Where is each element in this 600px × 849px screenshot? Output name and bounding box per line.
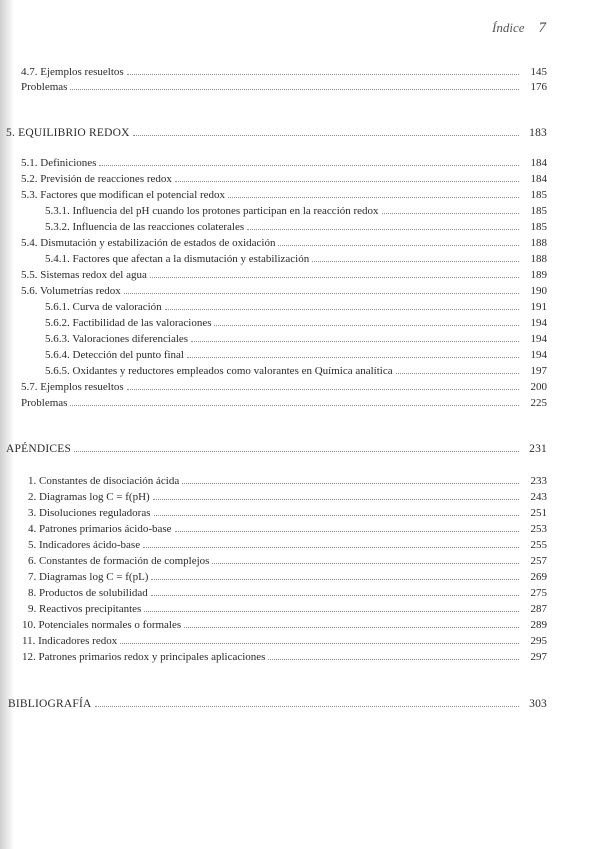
toc-entry[interactable]: Problemas 225 [21, 397, 547, 409]
toc-entry[interactable]: 10. Potenciales normales o formales 289 [22, 619, 547, 631]
dot-leader [74, 443, 519, 452]
page-header [492, 20, 546, 37]
dot-leader [70, 397, 519, 406]
toc-chapter[interactable]: APÉNDICES 231 [6, 443, 547, 455]
dot-leader [182, 475, 519, 484]
toc-entry[interactable]: 5.7. Ejemplos resueltos 200 [21, 381, 547, 393]
toc-entry[interactable]: 5.6.3. Valoraciones diferenciales 194 [45, 333, 547, 345]
dot-leader [127, 66, 519, 75]
toc-entry[interactable]: 5.3. Factores que modifican el potencial redox 185 [21, 189, 547, 201]
toc-entry[interactable]: 5.5. Sistemas redox del agua 189 [21, 269, 547, 281]
dot-leader [278, 237, 519, 246]
dot-leader [191, 333, 519, 342]
dot-leader [127, 381, 519, 390]
toc-entry[interactable]: 12. Patrones primarios redox y principales aplicaciones 297 [22, 651, 547, 663]
dot-leader [151, 571, 519, 580]
dot-leader [382, 205, 519, 214]
toc-entry[interactable]: 5.6.2. Factibilidad de las valoraciones 194 [45, 317, 547, 329]
dot-leader [154, 507, 520, 516]
toc-entry[interactable]: 5.6.1. Curva de valoración 191 [45, 301, 547, 313]
toc-entry[interactable]: 6. Constantes de formación de complejos 257 [28, 555, 547, 567]
dot-leader [247, 221, 519, 230]
toc-entry[interactable]: 5.4. Dismutación y estabilización de estados de oxidación 188 [21, 237, 547, 249]
dot-leader [151, 587, 519, 596]
dot-leader [228, 189, 519, 198]
toc-entry[interactable]: 4. Patrones primarios ácido-base 253 [28, 523, 547, 535]
dot-leader [175, 173, 519, 182]
toc-entry[interactable]: 5.4.1. Factores que afectan a la dismutación y estabilización 188 [45, 253, 547, 265]
toc-chapter[interactable]: 5. EQUILIBRIO REDOX 183 [6, 127, 547, 139]
page-number: 7 [538, 20, 546, 36]
dot-leader [153, 491, 519, 500]
toc-entry[interactable]: 5. Indicadores ácido-base 255 [28, 539, 547, 551]
toc-entry[interactable]: 5.6. Volumetrías redox 190 [21, 285, 547, 297]
toc-entry[interactable]: 11. Indicadores redox 295 [22, 635, 547, 647]
dot-leader [187, 349, 519, 358]
toc-entry[interactable]: 5.2. Previsión de reacciones redox 184 [21, 173, 547, 185]
toc-entry[interactable]: 1. Constantes de disociación ácida 233 [28, 475, 547, 487]
dot-leader [124, 285, 519, 294]
dot-leader [95, 698, 519, 707]
dot-leader [70, 81, 519, 90]
dot-leader [312, 253, 519, 262]
dot-leader [184, 619, 519, 628]
toc-entry[interactable]: 5.1. Definiciones 184 [21, 157, 547, 169]
dot-leader [143, 539, 519, 548]
dot-leader [396, 365, 519, 374]
toc-chapter[interactable]: BIBLIOGRAFÍA 303 [8, 698, 547, 710]
dot-leader [214, 317, 519, 326]
dot-leader [165, 301, 519, 310]
section-title: Índice [492, 20, 525, 35]
toc-entry[interactable]: 5.3.2. Influencia de las reacciones colaterales 185 [45, 221, 547, 233]
toc-entry[interactable]: 8. Productos de solubilidad 275 [28, 587, 547, 599]
dot-leader [175, 523, 519, 532]
toc-entry[interactable]: Problemas 176 [21, 81, 547, 93]
dot-leader [212, 555, 519, 564]
dot-leader [144, 603, 519, 612]
toc-entry[interactable]: 5.6.4. Detección del punto final 194 [45, 349, 547, 361]
toc-entry[interactable]: 5.6.5. Oxidantes y reductores empleados como valorantes en Química analítica 197 [45, 365, 547, 377]
toc-entry[interactable]: 2. Diagramas log C = f(pH) 243 [28, 491, 547, 503]
dot-leader [99, 157, 519, 166]
toc-entry[interactable]: 5.3.1. Influencia del pH cuando los protones participan en la reacción redox 185 [45, 205, 547, 217]
toc-entry[interactable]: 9. Reactivos precipitantes 287 [28, 603, 547, 615]
dot-leader [120, 635, 519, 644]
dot-leader [133, 127, 519, 136]
toc-entry[interactable]: 3. Disoluciones reguladoras 251 [28, 507, 547, 519]
toc-entry[interactable]: 7. Diagramas log C = f(pL) 269 [28, 571, 547, 583]
toc-entry[interactable]: 4.7. Ejemplos resueltos 145 [21, 66, 547, 78]
dot-leader [268, 651, 519, 660]
dot-leader [150, 269, 519, 278]
